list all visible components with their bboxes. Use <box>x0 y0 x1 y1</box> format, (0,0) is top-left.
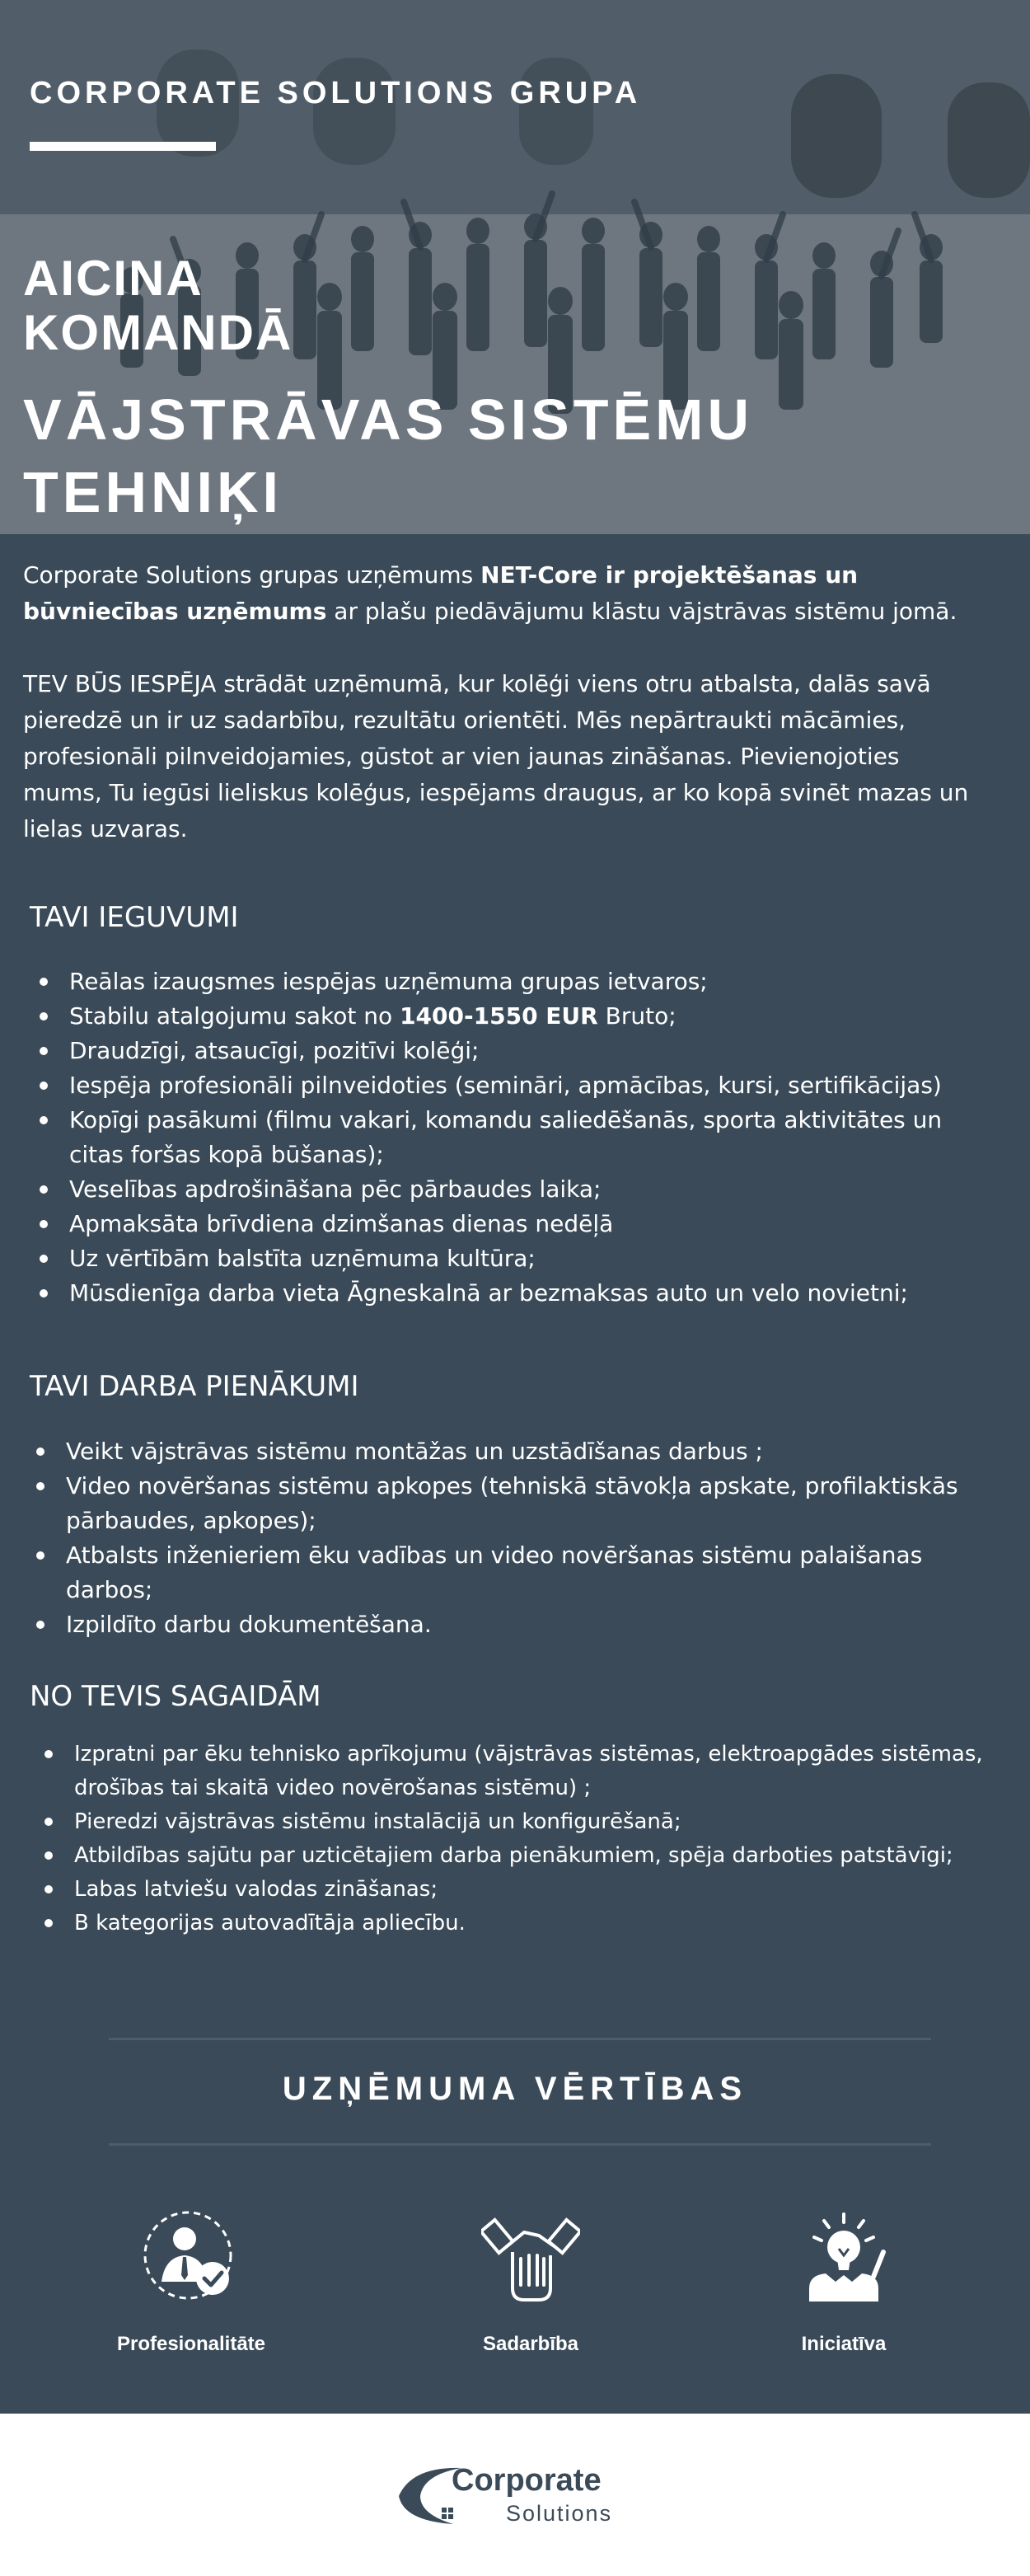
value-label: Profesionalitāte <box>116 2333 266 2355</box>
idea-icon <box>794 2209 893 2308</box>
requirements-heading: NO TEVIS SAGAIDĀM <box>30 1680 321 1713</box>
hero-banner <box>0 0 1030 534</box>
brand-underline <box>30 142 216 151</box>
logo-word-corporate: Corporate <box>452 2463 602 2498</box>
professional-icon <box>142 2209 241 2308</box>
list-item: Video novēršanas sistēmu apkopes (tehniskā stāvokļa apskate, profilaktiskās pārbaudes, apkopes); <box>64 1469 1004 1538</box>
list-item: Uz vērtībām balstīta uzņēmuma kultūra; <box>68 1241 990 1276</box>
list-item: Atbildības sajūtu par uzticētajiem darba pienākumiem, spēja darboties patstāvīgi; <box>73 1839 987 1873</box>
duties-list <box>64 1434 1004 1642</box>
list-item <box>68 999 990 1034</box>
list-item: Izpratni par ēku tehnisko aprīkojumu (vājstrāvas sistēmas, elektroapgādes sistēmas, drošības tai skaitā video novērošanas sistēmu) ; <box>73 1738 987 1805</box>
benefits-list <box>68 964 990 1311</box>
duties-heading: TAVI DARBA PIENĀKUMI <box>30 1370 359 1403</box>
list-item: Reālas izaugsmes iespējas uzņēmuma grupas ietvaros; <box>68 964 990 999</box>
intro-text <box>23 557 979 884</box>
value-initiative <box>720 2209 967 2356</box>
hero-invite-line1: AICINA <box>23 251 204 306</box>
divider-bottom <box>109 2143 931 2146</box>
hero-position-title <box>23 383 929 528</box>
list-item: Iespēja profesionāli pilnveidoties (semināri, apmācības, kursi, sertifikācijas) <box>68 1068 990 1103</box>
intro-p1-text: Corporate Solutions grupas uzņēmums <box>23 561 481 589</box>
salary-text: Stabilu atalgojumu sakot no <box>69 1002 400 1030</box>
list-item: Atbalsts inženieriem ēku vadības un video novēršanas sistēmu palaišanas darbos; <box>64 1538 1004 1607</box>
list-item: Mūsdienīga darba vieta Āgneskalnā ar bezmaksas auto un velo novietni; <box>68 1276 990 1311</box>
position-title-line2: TEHNIĶI <box>23 460 283 524</box>
company-logo[interactable] <box>396 2463 643 2529</box>
list-item: B kategorijas autovadītāja apliecību. <box>73 1907 987 1940</box>
salary-amount: 1400-1550 EUR <box>400 1002 598 1030</box>
intro-p1-tail: ar plašu piedāvājumu klāstu vājstrāvas sistēmu jomā. <box>326 598 957 625</box>
position-title-line1: VĀJSTRĀVAS SISTĒMU <box>23 387 754 452</box>
hero-invite <box>23 251 293 360</box>
list-item: Izpildīto darbu dokumentēšana. <box>64 1607 1004 1642</box>
list-item: Apmaksāta brīvdiena dzimšanas dienas nedēļā <box>68 1207 990 1241</box>
salary-suffix: Bruto; <box>597 1002 677 1030</box>
divider-top <box>109 2038 931 2040</box>
requirements-list <box>73 1738 987 1940</box>
list-item: Veikt vājstrāvas sistēmu montāžas un uzstādīšanas darbus ; <box>64 1434 1004 1469</box>
intro-paragraph-2: TEV BŪS IESPĒJA strādāt uzņēmumā, kur kolēģi viens otru atbalsta, dalās savā pieredzē un ir uz sadarbību, rezultātu orientēti. Mēs nepārtraukti mācāmies, profesionāli pilnveidojamies, gūstot ar vien jaunas zināšanas. Pievienojoties mums, Tu iegūsi lieliskus kolēģus, iespējams draugus, ar ko kopā svinēt mazas un lielas uzvaras. <box>23 670 969 842</box>
intro-p1-bold: NET-Core ir projektēšanas un būvniecības uzņēmums <box>23 561 859 625</box>
brand-title: CORPORATE SOLUTIONS GRUPA <box>30 76 642 110</box>
benefits-heading: TAVI IEGUVUMI <box>30 901 239 934</box>
value-cooperation <box>407 2209 654 2356</box>
list-item: Veselības apdrošināšana pēc pārbaudes laika; <box>68 1172 990 1207</box>
value-professionalism <box>68 2209 315 2356</box>
logo-word-solutions: Solutions <box>506 2501 613 2526</box>
values-title: UZŅĒMUMA VĒRTĪBAS <box>282 2071 748 2107</box>
intro-paragraph-1 <box>23 557 979 630</box>
footer <box>0 2414 1030 2576</box>
list-item: Draudzīgi, atsaucīgi, pozitīvi kolēģi; <box>68 1034 990 1068</box>
list-item: Pieredzi vājstrāvas sistēmu instalācijā un konfigurēšanā; <box>73 1805 987 1839</box>
value-label: Iniciatīva <box>801 2333 887 2355</box>
list-item: Labas latviešu valodas zināšanas; <box>73 1873 987 1907</box>
list-item: Kopīgi pasākumi (filmu vakari, komandu saliedēšanās, sporta aktivitātes un citas foršas kopā būšanas); <box>68 1103 990 1172</box>
hero-invite-line2: KOMANDĀ <box>23 305 293 360</box>
handshake-icon <box>481 2209 580 2308</box>
value-label: Sadarbība <box>482 2333 579 2355</box>
